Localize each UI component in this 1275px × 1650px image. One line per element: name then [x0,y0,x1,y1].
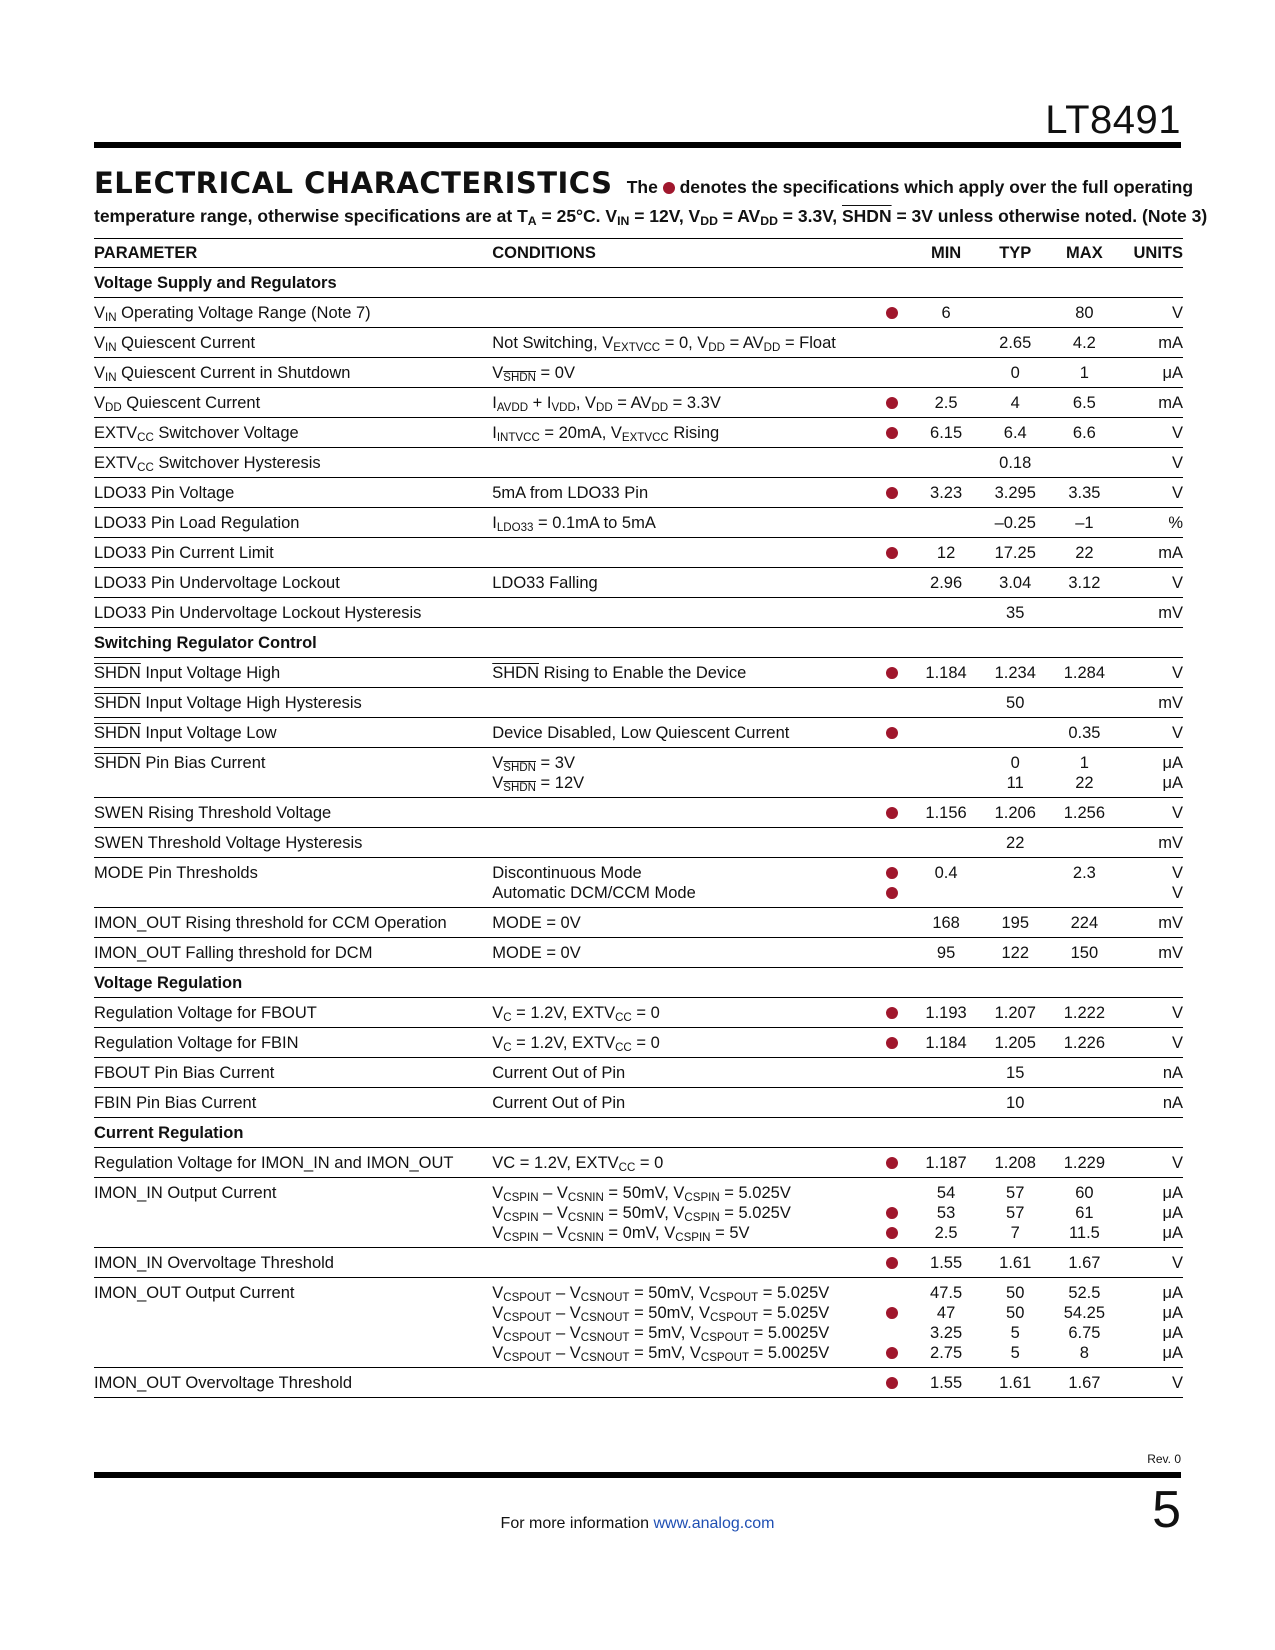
bullet-dot-icon [886,1257,898,1269]
param-cell: $EXTV_{CC}$ Switchover Hysteresis [94,448,486,478]
cond-cell: LDO33 Falling [486,568,873,598]
max-cell: 1.67 [1050,1368,1119,1398]
param-cell: $EXTV_{CC}$ Switchover Voltage [94,418,486,448]
cond-cell: Current Out of Pin [486,1088,873,1118]
section-label: Voltage Regulation [94,968,1183,998]
dot-cell [873,1028,911,1058]
cond-line: $V_{CSPOUT} - V_{CSNOUT} = 50mV$, $V_{CSPOUT} = 5.025V$ [492,1304,830,1324]
max-cell [1050,598,1119,628]
intro-text: The denotes the specifications which apply over the full operating [626,177,1194,197]
section-label: Current Regulation [94,1118,1183,1148]
cond-cell [486,858,873,908]
min-cell [912,688,981,718]
units-cell: V [1119,658,1183,688]
cond-line: $V_{SHDN} = 12V$ [492,774,585,794]
header-max: MAX [1050,239,1119,268]
typ-cell: 50 50 5 5 [981,1278,1050,1368]
typ-cell: 17.25 [981,538,1050,568]
section-label: Voltage Supply and Regulators [94,268,1183,298]
min-cell [912,718,981,748]
header-units: UNITS [1119,239,1183,268]
section-row [94,628,1183,658]
units-cell: mV [1119,908,1183,938]
cond-line: $V_{CSPIN} - V_{CSNIN} = 50mV$, $V_{CSPIN} = 5.025V$ [492,1184,791,1204]
units-cell: V [1119,998,1183,1028]
cond-line: $V_{CSPIN} - V_{CSNIN} = 0mV$, $V_{CSPIN} = 5V$ [492,1224,750,1244]
param-cell: SHDN Pin Bias Current [94,748,486,798]
table-row [94,828,1183,858]
table-row [94,1058,1183,1088]
typ-cell: 1.208 [981,1148,1050,1178]
cond-line: $V_{CSPOUT} - V_{CSNOUT} = 5mV$, $V_{CSPOUT} = 5.0025V$ [492,1324,830,1344]
typ-cell: 57 57 7 [981,1178,1050,1248]
param-cell: $V_{DD}$ Quiescent Current [94,388,486,418]
section-label: Switching Regulator Control [94,628,1183,658]
dot-cell [873,1148,911,1178]
header-min: MIN [912,239,981,268]
table-header-row [94,239,1183,268]
dot-cell [873,908,911,938]
header-typ: TYP [981,239,1050,268]
intro-text-line2: temperature range, otherwise specifications are at $T_A = 25^\circ C$. $V_{IN} = 12V$, $V_{DD} = AV_{DD} = 3.3V$, SHDN = 3V unless otherwise noted. (Note 3) [94,206,1208,229]
units-cell: mV [1119,688,1183,718]
dot-cell [873,508,911,538]
max-cell: 3.35 [1050,478,1119,508]
table-row [94,328,1183,358]
bullet-dot-icon [886,1377,898,1389]
typ-cell: 1.207 [981,998,1050,1028]
max-cell: 6.5 [1050,388,1119,418]
dot-cell [873,598,911,628]
units-cell: mA [1119,328,1183,358]
bullet-dot-icon [886,307,898,319]
bullet-dot-icon [886,1307,898,1319]
cond-cell: MODE = 0V [486,938,873,968]
cond-cell: MODE = 0V [486,908,873,938]
bullet-dot-icon [886,547,898,559]
footer-more-info: For more information [500,1515,650,1532]
cond-cell [486,298,873,328]
units-cell: mV [1119,828,1183,858]
dot-cell [873,1278,911,1368]
typ-cell: 2.65 [981,328,1050,358]
dot-cell [873,938,911,968]
table-row [94,1278,1183,1368]
cond-cell: $V_C = 1.2V$, $EXTV_{CC} = 0$ [486,998,873,1028]
table-row [94,748,1183,798]
cond-cell [486,1248,873,1278]
table-row [94,448,1183,478]
typ-cell: –0.25 [981,508,1050,538]
param-cell: $V_{IN}$ Quiescent Current [94,328,486,358]
dot-cell [873,658,911,688]
units-cell: V V [1119,858,1183,908]
units-cell: nA [1119,1088,1183,1118]
dot-cell [873,748,911,798]
part-number: LT8491 [1045,98,1181,142]
units-cell: V [1119,1148,1183,1178]
dot-cell [873,1058,911,1088]
dot-cell [873,998,911,1028]
typ-cell: 3.04 [981,568,1050,598]
bullet-dot-icon [886,1007,898,1019]
param-cell: IMON_OUT Overvoltage Threshold [94,1368,486,1398]
website-link[interactable]: www.analog.com [653,1515,775,1532]
min-cell [912,828,981,858]
dot-cell [873,418,911,448]
param-cell: LDO33 Pin Load Regulation [94,508,486,538]
dot-cell [873,1368,911,1398]
bullet-dot-icon [663,182,675,194]
units-cell: μA μA [1119,748,1183,798]
dot-cell [873,448,911,478]
min-cell [912,598,981,628]
cond-cell [486,598,873,628]
max-cell: 0.35 [1050,718,1119,748]
footer-info [0,1515,1275,1533]
cond-cell [486,448,873,478]
units-cell: V [1119,798,1183,828]
bullet-dot-icon [886,1157,898,1169]
units-cell: μA [1119,358,1183,388]
max-cell: 1.284 [1050,658,1119,688]
min-cell [912,508,981,538]
param-cell: IMON_IN Overvoltage Threshold [94,1248,486,1278]
min-cell: 1.187 [912,1148,981,1178]
cond-cell [486,748,873,798]
min-cell: 1.55 [912,1368,981,1398]
min-cell [912,748,981,798]
max-cell: 1 [1050,358,1119,388]
cond-line: $V_{SHDN} = 3V$ [492,754,575,774]
typ-cell: 22 [981,828,1050,858]
header-conditions: CONDITIONS [486,239,873,268]
min-cell: 1.156 [912,798,981,828]
typ-cell: 15 [981,1058,1050,1088]
bullet-dot-icon [886,1207,898,1219]
typ-cell: 195 [981,908,1050,938]
cond-cell [486,688,873,718]
max-cell [1050,688,1119,718]
top-rule [94,142,1181,148]
max-cell: 52.5 54.25 6.75 8 [1050,1278,1119,1368]
units-cell: V [1119,1368,1183,1398]
bottom-rule [94,1472,1181,1478]
table-row [94,1178,1183,1248]
table-row [94,568,1183,598]
max-cell: 6.6 [1050,418,1119,448]
table-row [94,388,1183,418]
units-cell: mV [1119,938,1183,968]
cond-cell [486,1178,873,1248]
units-cell: V [1119,568,1183,598]
max-cell: 150 [1050,938,1119,968]
section-title: ELECTRICAL CHARACTERISTICS [94,166,613,200]
table-row [94,858,1183,908]
param-cell: IMON_IN Output Current [94,1178,486,1248]
dot-cell [873,358,911,388]
param-cell: LDO33 Pin Undervoltage Lockout Hysteresis [94,598,486,628]
table-row [94,1028,1183,1058]
param-cell: LDO33 Pin Voltage [94,478,486,508]
cond-cell: $I_{INTVCC} = 20mA$, $V_{EXTVCC}$ Rising [486,418,873,448]
max-cell: 4.2 [1050,328,1119,358]
max-cell [1050,1058,1119,1088]
cond-cell [486,1368,873,1398]
table-row [94,418,1183,448]
min-cell: 6 [912,298,981,328]
param-cell: FBOUT Pin Bias Current [94,1058,486,1088]
table-row [94,798,1183,828]
min-cell: 168 [912,908,981,938]
bullet-dot-icon [886,727,898,739]
max-cell: 3.12 [1050,568,1119,598]
min-cell: 2.5 [912,388,981,418]
param-cell: Regulation Voltage for IMON_IN and IMON_OUT [94,1148,486,1178]
table-row [94,598,1183,628]
param-cell: LDO33 Pin Current Limit [94,538,486,568]
min-cell: 1.55 [912,1248,981,1278]
page-number: 5 [1152,1481,1181,1539]
revision-label: Rev. 0 [1147,1452,1181,1466]
dot-cell [873,688,911,718]
section-row [94,968,1183,998]
max-cell [1050,448,1119,478]
cond-cell: $V_C = 1.2V$, $EXTV_{CC} = 0$ [486,1028,873,1058]
cond-line: $V_{CSPOUT} - V_{CSNOUT} = 5mV$, $V_{CSPOUT} = 5.0025V$ [492,1344,830,1364]
section-heading [94,166,1194,200]
table-row [94,718,1183,748]
bullet-dot-icon [886,1227,898,1239]
typ-cell: 10 [981,1088,1050,1118]
bullet-dot-icon [886,427,898,439]
param-cell: MODE Pin Thresholds [94,858,486,908]
cond-line: Discontinuous Mode [492,864,642,882]
min-cell: 12 [912,538,981,568]
min-cell [912,1058,981,1088]
units-cell: V [1119,298,1183,328]
param-cell: SHDN Input Voltage High [94,658,486,688]
param-cell: Regulation Voltage for FBIN [94,1028,486,1058]
cond-cell: 5mA from LDO33 Pin [486,478,873,508]
cond-cell: VC = 1.2V, $EXTV_{CC} = 0$ [486,1148,873,1178]
typ-cell: 50 [981,688,1050,718]
dot-cell [873,388,911,418]
min-cell: 47.5 47 3.25 2.75 [912,1278,981,1368]
table-row [94,688,1183,718]
typ-cell: 122 [981,938,1050,968]
bullet-dot-icon [886,887,898,899]
units-cell: μA μA μA μA [1119,1278,1183,1368]
table-row [94,298,1183,328]
typ-cell [981,858,1050,908]
cond-line: Automatic DCM/CCM Mode [492,884,696,902]
param-cell: SHDN Input Voltage High Hysteresis [94,688,486,718]
units-cell: nA [1119,1058,1183,1088]
typ-cell: 3.295 [981,478,1050,508]
max-cell: –1 [1050,508,1119,538]
units-cell: V [1119,448,1183,478]
cond-cell: $V_{SHDN} = 0V$ [486,358,873,388]
units-cell: V [1119,718,1183,748]
electrical-characteristics-table [94,238,1183,1398]
cond-cell: Device Disabled, Low Quiescent Current [486,718,873,748]
dot-cell [873,1088,911,1118]
typ-cell: 35 [981,598,1050,628]
dot-cell [873,1178,911,1248]
cond-cell: Not Switching, $V_{EXTVCC} = 0$, $V_{DD} = AV_{DD}$ = Float [486,328,873,358]
min-cell: 2.96 [912,568,981,598]
bullet-dot-icon [886,487,898,499]
units-cell: mA [1119,388,1183,418]
bullet-dot-icon [886,1037,898,1049]
min-cell: 1.184 [912,1028,981,1058]
dot-cell [873,858,911,908]
typ-cell: 1.234 [981,658,1050,688]
table-row [94,1088,1183,1118]
units-cell: V [1119,1028,1183,1058]
table-row [94,998,1183,1028]
units-cell: V [1119,1248,1183,1278]
dot-cell [873,718,911,748]
min-cell: 0.4 [912,858,981,908]
typ-cell: 6.4 [981,418,1050,448]
min-cell: 54 53 2.5 [912,1178,981,1248]
table-row [94,1148,1183,1178]
cond-cell: $I_{AVDD} + I_{VDD}$, $V_{DD} = AV_{DD} = 3.3V$ [486,388,873,418]
max-cell: 60 61 11.5 [1050,1178,1119,1248]
units-cell: mV [1119,598,1183,628]
bullet-dot-icon [886,1347,898,1359]
max-cell: 1.226 [1050,1028,1119,1058]
max-cell [1050,1088,1119,1118]
bullet-dot-icon [886,807,898,819]
dot-cell [873,298,911,328]
min-cell [912,1088,981,1118]
min-cell: 3.23 [912,478,981,508]
table-row [94,358,1183,388]
typ-cell [981,298,1050,328]
dot-cell [873,478,911,508]
header-parameter: PARAMETER [94,239,486,268]
min-cell [912,358,981,388]
max-cell: 224 [1050,908,1119,938]
table-row [94,658,1183,688]
cond-line: $V_{CSPIN} - V_{CSNIN} = 50mV$, $V_{CSPIN} = 5.025V$ [492,1204,791,1224]
cond-cell: $I_{LDO33} = 0.1mA$ to 5mA [486,508,873,538]
units-cell: mA [1119,538,1183,568]
cond-cell [486,828,873,858]
table-row [94,508,1183,538]
section-row [94,1118,1183,1148]
max-cell: 80 [1050,298,1119,328]
cond-cell: Current Out of Pin [486,1058,873,1088]
param-cell: IMON_OUT Output Current [94,1278,486,1368]
min-cell [912,448,981,478]
max-cell: 1.222 [1050,998,1119,1028]
typ-cell [981,718,1050,748]
cond-cell [486,1278,873,1368]
table-row [94,538,1183,568]
units-cell: V [1119,418,1183,448]
param-cell: SHDN Input Voltage Low [94,718,486,748]
typ-cell: 0 11 [981,748,1050,798]
typ-cell: 0 [981,358,1050,388]
param-cell: $V_{IN}$ Operating Voltage Range (Note 7) [94,298,486,328]
section-row [94,268,1183,298]
max-cell [1050,828,1119,858]
table-row [94,938,1183,968]
typ-cell: 4 [981,388,1050,418]
table-row [94,1248,1183,1278]
dot-cell [873,328,911,358]
table-row [94,478,1183,508]
dot-cell [873,828,911,858]
cond-cell [486,798,873,828]
param-cell: Regulation Voltage for FBOUT [94,998,486,1028]
cond-cell [486,538,873,568]
typ-cell: 1.205 [981,1028,1050,1058]
table-row [94,1368,1183,1398]
max-cell: 1 22 [1050,748,1119,798]
param-cell: FBIN Pin Bias Current [94,1088,486,1118]
bullet-dot-icon [886,397,898,409]
units-cell: V [1119,478,1183,508]
param-cell: IMON_OUT Rising threshold for CCM Operation [94,908,486,938]
param-cell: $V_{IN}$ Quiescent Current in Shutdown [94,358,486,388]
dot-cell [873,568,911,598]
param-cell: SWEN Rising Threshold Voltage [94,798,486,828]
param-cell: LDO33 Pin Undervoltage Lockout [94,568,486,598]
cond-cell: SHDN Rising to Enable the Device [486,658,873,688]
max-cell: 22 [1050,538,1119,568]
bullet-dot-icon [886,867,898,879]
dot-cell [873,798,911,828]
typ-cell: 1.206 [981,798,1050,828]
param-cell: SWEN Threshold Voltage Hysteresis [94,828,486,858]
bullet-dot-icon [886,667,898,679]
cond-line: $V_{CSPOUT} - V_{CSNOUT} = 50mV$, $V_{CSPOUT} = 5.025V$ [492,1284,830,1304]
units-cell: % [1119,508,1183,538]
max-cell: 2.3 [1050,858,1119,908]
min-cell [912,328,981,358]
table-row [94,908,1183,938]
typ-cell: 1.61 [981,1248,1050,1278]
min-cell: 1.193 [912,998,981,1028]
units-cell: μA μA μA [1119,1178,1183,1248]
typ-cell: 1.61 [981,1368,1050,1398]
min-cell: 6.15 [912,418,981,448]
max-cell: 1.229 [1050,1148,1119,1178]
header-dot [873,239,911,268]
min-cell: 95 [912,938,981,968]
min-cell: 1.184 [912,658,981,688]
dot-cell [873,1248,911,1278]
typ-cell: 0.18 [981,448,1050,478]
max-cell: 1.67 [1050,1248,1119,1278]
max-cell: 1.256 [1050,798,1119,828]
param-cell: IMON_OUT Falling threshold for DCM [94,938,486,968]
dot-cell [873,538,911,568]
